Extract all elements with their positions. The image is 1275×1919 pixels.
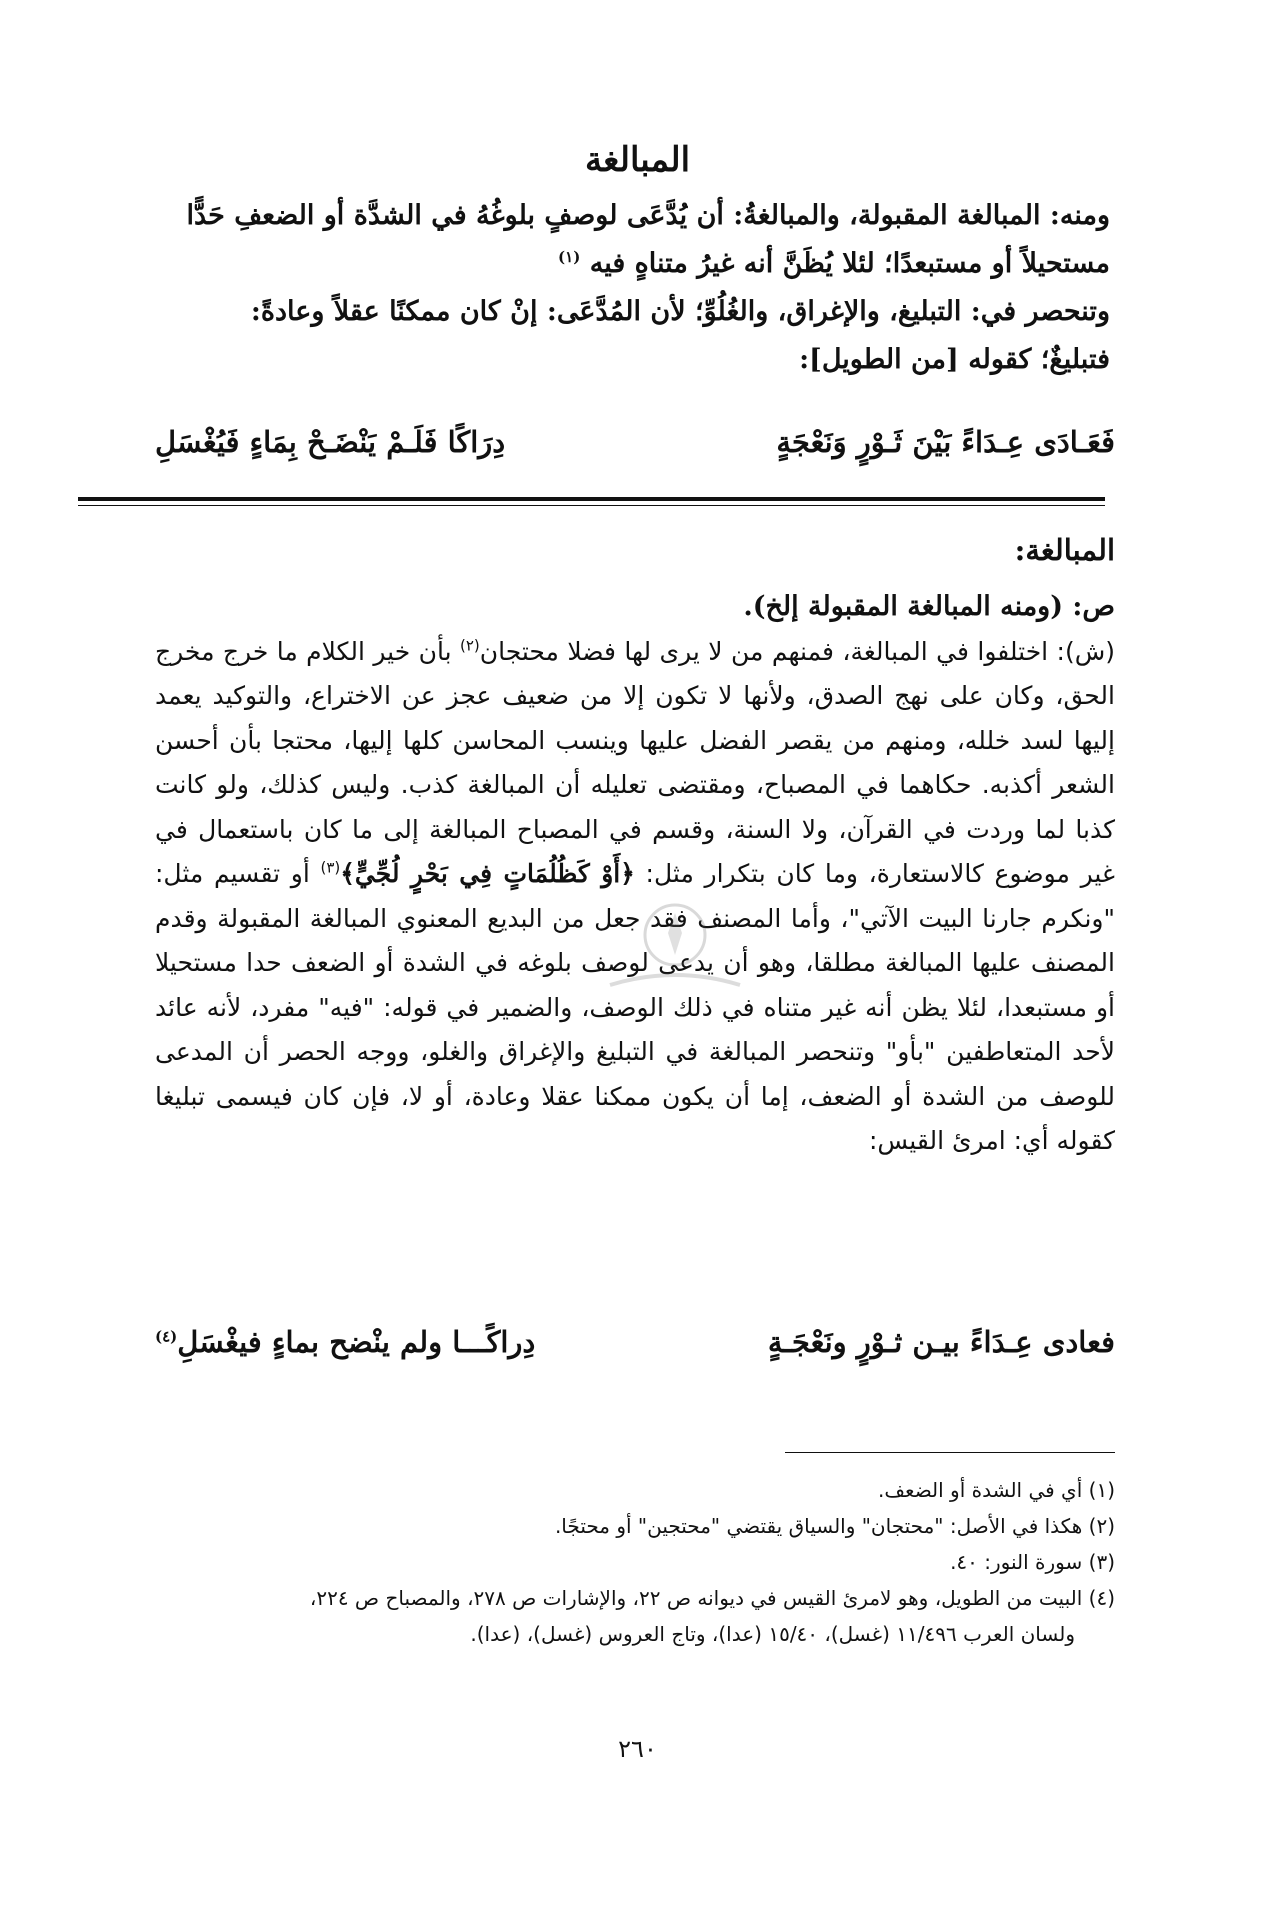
matn-line-3: وتنحصر في: التبليغ، والإغراق، والغُلُوِّ؛ لأن المُدَّعَى: إنْ كان ممكنًا عقلاً وعادةً: (250, 296, 1110, 327)
sharh-body-2: بأن خير الكلام ما خرج مخرج الحق، وكان على نهج الصدق، ولأنها لا تكون إلا من ضعيف عجز عن الاختراع، والتوكيد يعمد إليها لسد خلله، ومنهم من يقصر الفضل عليها وينسب المحاسن كلها إليها، محتجا بأن أحسن الشعر أكذبه. حكاهما في المصباح، ومقتضى تعليله أن المبالغة كذب. وليس كذلك، ولو كانت كذبا لما وردت في القرآن، ولا السنة، وقسم في المصباح المبالغة إلى ما كان باستعمال في غير موضوع كالاستعارة، وما كان بتكرار مثل: (155, 636, 1115, 888)
verse-bottom-left-hemistich (155, 1325, 535, 1359)
section-title: المبالغة (584, 140, 691, 180)
matn-line (170, 192, 1110, 240)
matn-line-4: فتبليغٌ؛ كقوله [من الطويل]: (799, 344, 1110, 375)
footnote-number: (١) (1088, 1478, 1115, 1502)
footnote-number: (٣) (1088, 1550, 1115, 1574)
sharh-sad-line: ص: (ومنه المبالغة المقبولة إلخ). (743, 591, 1115, 622)
footnote-ref-3: (٣) (320, 858, 341, 877)
verse-bottom (155, 1325, 1115, 1359)
section-divider (78, 497, 1105, 501)
sharh-body-1: (ش): اختلفوا في المبالغة، فمنهم من لا يرى لها فضلا محتجان (479, 636, 1116, 666)
verse-top-left-hemistich: دِرَاكًا فَلَـمْ يَنْضَـحْ بِمَاءٍ فَيُغْسَلِ (155, 425, 506, 459)
library-seal-watermark (590, 895, 760, 1005)
footnote-item (155, 1472, 1115, 1508)
footnote-ref-1: (١) (558, 248, 581, 266)
verse-bottom-right-hemistich: فعادى عِـدَاءً بيـن ثـوْرٍ ونَعْجَـةٍ (767, 1325, 1115, 1359)
footnote-ref-2: (٢) (459, 636, 480, 655)
matn-line (170, 240, 1110, 288)
footnote-number: (٢) (1088, 1514, 1115, 1538)
quran-quote: ﴿أَوْ كَظُلُمَاتٍ فِي بَحْرٍ لُجِّيٍّ﴾ (340, 859, 635, 888)
footnote-text: سورة النور: ٤٠. (950, 1550, 1083, 1574)
section-divider-thin (78, 505, 1105, 506)
sharh-heading: المبالغة: (1014, 533, 1115, 567)
footnote-text: البيت من الطويل، وهو لامرئ القيس في ديوانه ص ٢٢، والإشارات ص ٢٧٨، والمصباح ص ٢٢٤، (309, 1586, 1083, 1610)
footnote-item (155, 1508, 1115, 1544)
footnote-text: أي في الشدة أو الضعف. (878, 1478, 1083, 1502)
footnotes (155, 1472, 1115, 1652)
matn-line (170, 288, 1110, 336)
matn-line-1: ومنه: المبالغة المقبولة، والمبالغةُ: أن يُدَّعَى لوصفٍ بلوغُهُ في الشدَّة أو الضعفِ حَدًّا (186, 200, 1110, 231)
footnote-item (155, 1544, 1115, 1580)
footnote-number: (٤) (1088, 1586, 1115, 1610)
sharh-body-3: أو تقسيم مثل: "ونكرم جارنا البيت الآتي"، وأما المصنف فقد جعل من البديع المعنوي المبالغة المقبولة وقدم المصنف عليها المبالغة مطلقا، وهو أن يدعى لوصف بلوغه في الشدة أو الضعف حدا مستحيلا أو مستبعدا، لئلا يظن أنه غير متناه في ذلك الوصف، والضمير في قوله: "فيه" مفرد، لأنه عائد لأحد المتعاطفين "بأو" وتنحصر المبالغة في التبليغ والإغراق والغلو، ووجه الحصر أن المدعى للوصف من الشدة أو الضعف، إما أن يكون ممكنا عقلا وعادة، أو لا، فإن كان فيسمى تبليغا كقوله أي: امرئ القيس: (155, 859, 1115, 1155)
verse-top (155, 425, 1115, 459)
verse-bottom-left-text: دِراكًـــا ولم ينْضح بماءٍ فيغْسَلِ (177, 1325, 536, 1359)
matn-text (170, 192, 1110, 384)
footnote-ref-4: (٤) (155, 1327, 178, 1346)
page-number: ٢٦٠ (618, 1735, 657, 1763)
verse-top-right-hemistich: فَعَـادَى عِـدَاءً بَيْنَ ثَـوْرٍ وَنَعْجَةٍ (776, 425, 1115, 459)
matn-line (170, 336, 1110, 384)
footnote-continuation: ولسان العرب ١١/٤٩٦ (غسل)، ١٥/٤٠ (عدا)، وتاج العروس (غسل)، (عدا). (470, 1622, 1075, 1646)
footnote-item (155, 1580, 1115, 1616)
matn-line-2: مستحيلاً أو مستبعدًا؛ لئلا يُظَنَّ أنه غيرُ متناهٍ فيه (589, 248, 1110, 279)
footnote-divider (785, 1452, 1115, 1453)
sharh-text (155, 585, 1115, 1164)
footnote-text: هكذا في الأصل: "محتجان" والسياق يقتضي "محتجين" أو محتجًا. (554, 1514, 1083, 1538)
